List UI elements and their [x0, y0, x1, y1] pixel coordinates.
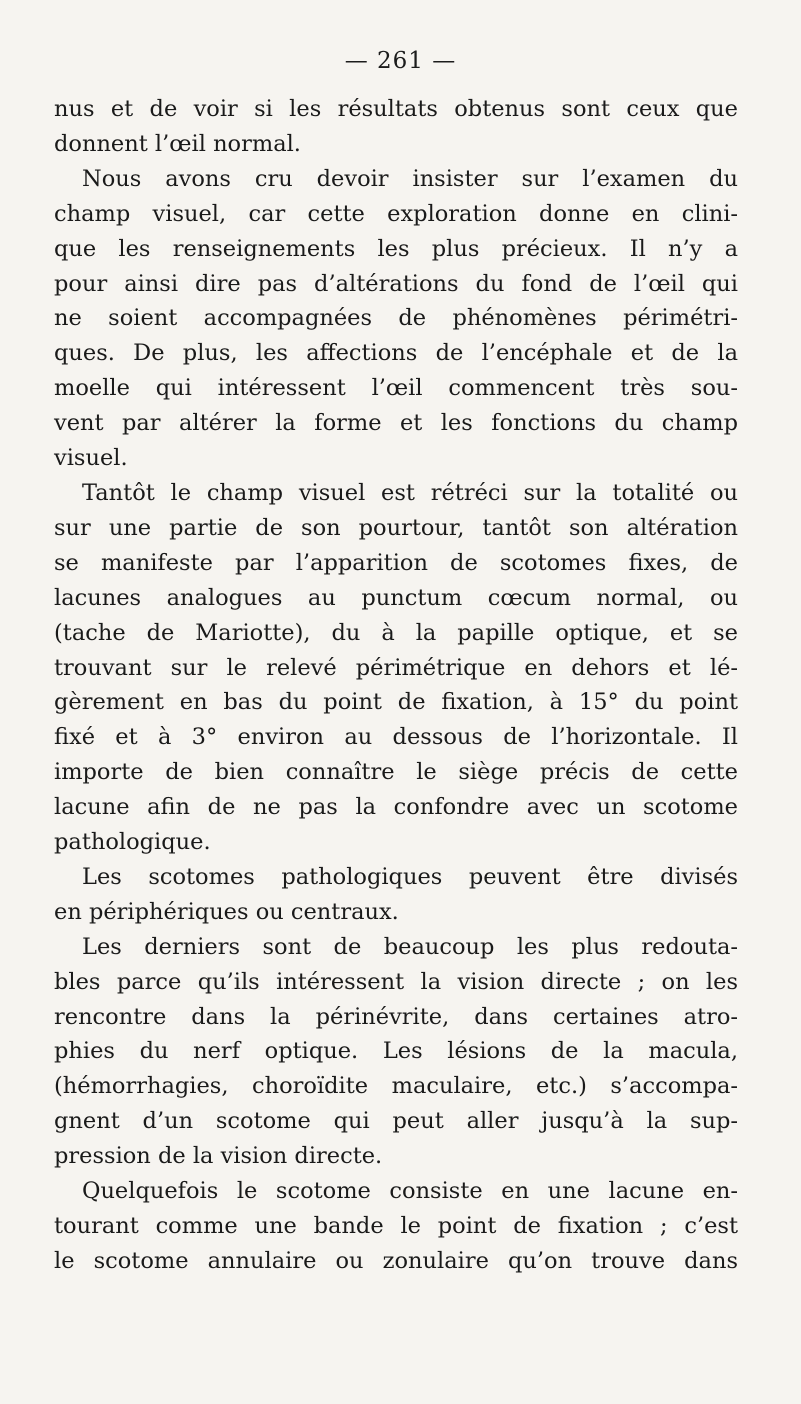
- text-line: tourant comme une bande le point de fixation ; c’est: [54, 1213, 738, 1239]
- text-line: Tantôt le champ visuel est rétréci sur la totalité ou: [82, 479, 738, 506]
- text-line: champ visuel, car cette exploration donne en clini-: [54, 200, 738, 227]
- text-line: (tache de Mariotte), du à la papille optique, et se: [54, 619, 738, 646]
- text-line: Nous avons cru devoir insister sur l’examen du: [82, 165, 738, 192]
- text-line: pression de la vision directe.: [54, 1143, 383, 1170]
- text-line: importe de bien connaître le siège précis de cette: [54, 759, 738, 786]
- text-line: trouvant sur le relevé périmétrique en dehors et lé-: [54, 654, 738, 681]
- text-line: ne soient accompagnées de phénomènes périmétri-: [54, 305, 738, 332]
- text-line: se manifeste par l’apparition de scotomes fixes, de: [54, 549, 738, 576]
- text-line: lacune afin de ne pas la confondre avec un scotome: [54, 794, 738, 821]
- body-text: [54, 92, 738, 1279]
- text-line: Quelquefois le scotome consiste en une lacune en-: [82, 1178, 738, 1205]
- text-line: gnent d’un scotome qui peut aller jusqu’à la sup-: [54, 1108, 738, 1135]
- text-line: fixé et à 3° environ au dessous de l’horizontale. Il: [54, 724, 738, 751]
- text-line: rencontre dans la périnévrite, dans certaines atro-: [54, 1003, 738, 1030]
- text-line: moelle qui intéressent l’œil commencent très sou-: [54, 375, 738, 402]
- text-line: donnent l’œil normal.: [54, 130, 301, 157]
- text-line: le scotome annulaire ou zonulaire qu’on trouve dans: [54, 1247, 738, 1274]
- text-line: (hémorrhagies, choroïdite maculaire, etc.) s’accompa-: [54, 1073, 738, 1100]
- text-line: lacunes analogues au punctum cœcum normal, ou: [54, 584, 738, 611]
- page-number: — 261 —: [344, 48, 457, 74]
- text-line: pour ainsi dire pas d’altérations du fond de l’œil qui: [54, 270, 738, 297]
- text-line: Les scotomes pathologiques peuvent être divisés: [82, 863, 738, 890]
- text-line: ques. De plus, les affections de l’encéphale et de la: [54, 340, 738, 367]
- text-line: vent par altérer la forme et les fonctions du champ: [54, 410, 738, 437]
- text-line: que les renseignements les plus précieux. Il n’y a: [54, 235, 738, 262]
- text-line: pathologique.: [54, 829, 211, 856]
- text-line: en périphériques ou centraux.: [54, 898, 399, 925]
- text-line: phies du nerf optique. Les lésions de la macula,: [54, 1038, 738, 1065]
- text-line: visuel.: [54, 445, 128, 472]
- text-line: sur une partie de son pourtour, tantôt son altération: [54, 514, 738, 541]
- text-line: nus et de voir si les résultats obtenus sont ceux que: [54, 96, 738, 122]
- text-line: gèrement en bas du point de fixation, à 15° du point: [54, 689, 738, 716]
- text-line: Les derniers sont de beaucoup les plus redouta-: [82, 933, 738, 960]
- text-line: bles parce qu’ils intéressent la vision directe ; on les: [54, 968, 738, 995]
